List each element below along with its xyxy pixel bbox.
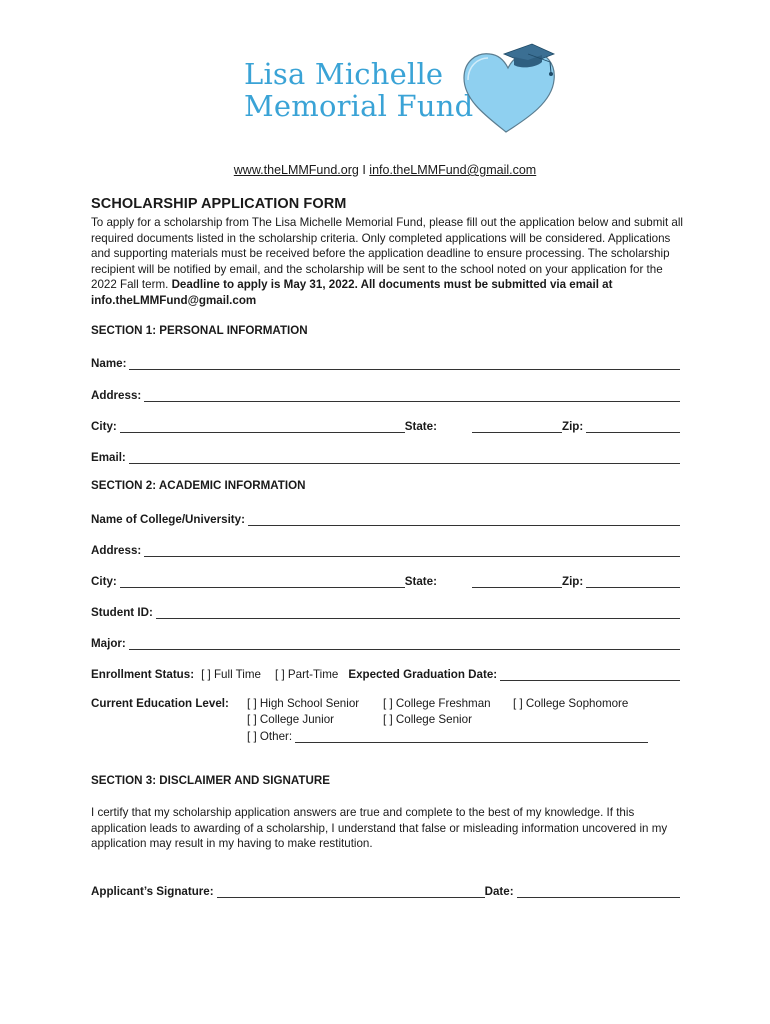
form-title: SCHOLARSHIP APPLICATION FORM xyxy=(91,196,347,212)
address-field[interactable] xyxy=(91,386,680,402)
zip-input-line[interactable] xyxy=(586,420,680,433)
college-zip-label: Zip: xyxy=(561,575,584,588)
name-input-line[interactable] xyxy=(129,357,680,370)
graduation-label: Expected Graduation Date: xyxy=(348,668,498,681)
signature-row xyxy=(91,882,680,898)
student-id-field[interactable] xyxy=(91,603,680,619)
signature-input-line[interactable] xyxy=(217,885,485,898)
logo-line-1: Lisa Michelle xyxy=(244,57,444,91)
name-field[interactable] xyxy=(91,354,680,370)
email-field[interactable] xyxy=(91,448,680,464)
college-senior-checkbox[interactable]: [ ] College Senior xyxy=(383,713,472,726)
college-junior-checkbox[interactable]: [ ] College Junior xyxy=(247,713,334,726)
high-school-senior-checkbox[interactable]: [ ] High School Senior xyxy=(247,697,360,710)
logo-text xyxy=(244,58,473,122)
college-input-line[interactable] xyxy=(248,513,680,526)
part-time-checkbox[interactable]: [ ] Part-Time xyxy=(275,668,339,681)
college-address-input-line[interactable] xyxy=(144,544,680,557)
address-input-line[interactable] xyxy=(144,389,680,402)
state-input-line[interactable] xyxy=(472,420,562,433)
section-1-heading: SECTION 1: PERSONAL INFORMATION xyxy=(91,324,308,337)
college-city-state-zip-row xyxy=(91,572,680,588)
email-label: Email: xyxy=(91,451,126,464)
college-field[interactable] xyxy=(91,510,680,526)
college-state-label: State: xyxy=(404,575,437,588)
major-input-line[interactable] xyxy=(129,637,680,650)
intro-paragraph xyxy=(91,215,683,308)
section-3-heading: SECTION 3: DISCLAIMER AND SIGNATURE xyxy=(91,774,330,787)
education-level-label: Current Education Level: xyxy=(91,697,229,710)
other-checkbox[interactable]: [ ] Other: xyxy=(247,730,293,743)
college-city-label: City: xyxy=(91,575,117,588)
website-link[interactable]: www.theLMMFund.org xyxy=(233,163,359,177)
contact-separator: I xyxy=(362,163,366,177)
city-state-zip-row xyxy=(91,417,680,433)
graduation-input-line[interactable] xyxy=(500,668,680,681)
college-city-input-line[interactable] xyxy=(120,575,405,588)
college-address-field[interactable] xyxy=(91,541,680,557)
city-input-line[interactable] xyxy=(120,420,405,433)
full-time-checkbox[interactable]: [ ] Full Time xyxy=(201,668,261,681)
date-label: Date: xyxy=(484,885,514,898)
logo xyxy=(240,40,560,140)
student-id-input-line[interactable] xyxy=(156,606,680,619)
contact-line xyxy=(0,163,770,177)
other-input-line[interactable] xyxy=(295,730,648,743)
intro-deadline: Deadline to apply is May 31, 2022. All documents must be submitted via email at info.theLMMFund@gmail.com xyxy=(91,278,613,307)
city-label: City: xyxy=(91,420,117,433)
college-state-input-line[interactable] xyxy=(472,575,562,588)
signature-label: Applicant’s Signature: xyxy=(91,885,214,898)
zip-label: Zip: xyxy=(561,420,584,433)
enrollment-row xyxy=(91,665,680,681)
enrollment-label: Enrollment Status: xyxy=(91,668,195,681)
section-2-heading: SECTION 2: ACADEMIC INFORMATION xyxy=(91,479,306,492)
college-sophomore-checkbox[interactable]: [ ] College Sophomore xyxy=(513,697,629,710)
name-label: Name: xyxy=(91,357,127,370)
other-level-field xyxy=(247,727,648,743)
address-label: Address: xyxy=(91,389,142,402)
major-field[interactable] xyxy=(91,634,680,650)
college-label: Name of College/University: xyxy=(91,513,245,526)
heart-graduation-cap-icon xyxy=(456,40,560,136)
student-id-label: Student ID: xyxy=(91,606,153,619)
intro-text: To apply for a scholarship from The Lisa Michelle Memorial Fund, please fill out the application below and submit all required documents listed in the scholarship criteria. Only completed applications will be considered. Applications and supporting materials must be received before the application deadline to ensure processing. The scholarship recipient will be notified by email, and the scholarship will be sent to the school noted on your application for the 2022 Fall term. xyxy=(91,216,684,291)
email-input-line[interactable] xyxy=(129,451,680,464)
major-label: Major: xyxy=(91,637,126,650)
state-label: State: xyxy=(404,420,437,433)
certification-paragraph: I certify that my scholarship application answers are true and complete to the best of my knowledge. If this application leads to awarding of a scholarship, I understand that false or misleading information uncovered in my application may result in my having to make restitution. xyxy=(91,806,668,850)
email-link[interactable]: info.theLMMFund@gmail.com xyxy=(369,163,537,177)
logo-line-2: Memorial Fund xyxy=(244,89,474,123)
college-address-label: Address: xyxy=(91,544,142,557)
date-input-line[interactable] xyxy=(517,885,680,898)
college-freshman-checkbox[interactable]: [ ] College Freshman xyxy=(383,697,491,710)
college-zip-input-line[interactable] xyxy=(586,575,680,588)
